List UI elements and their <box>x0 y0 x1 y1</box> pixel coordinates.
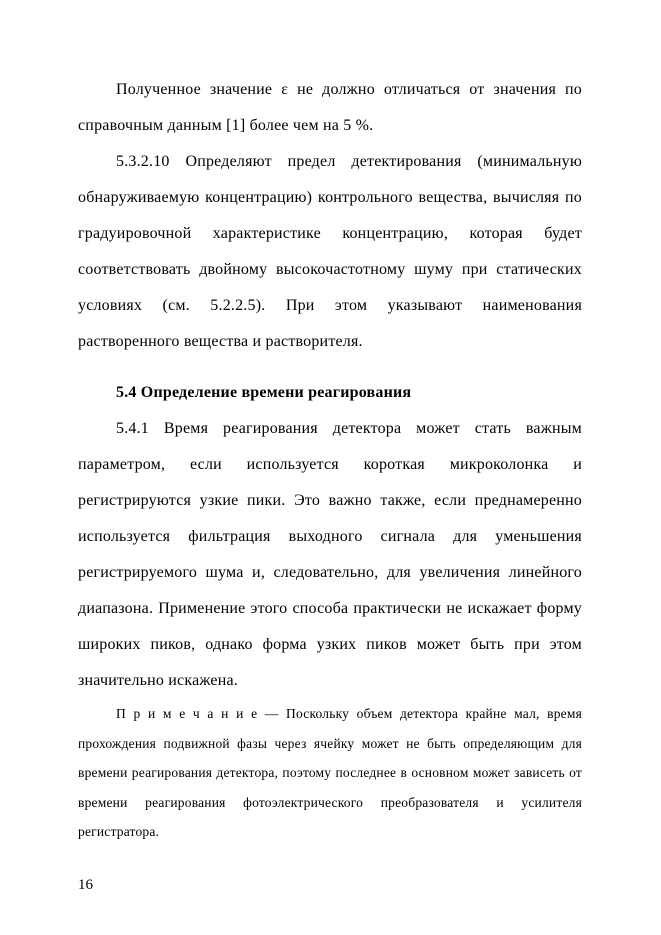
paragraph-5-4-1: 5.4.1 Время реагирования детектора может стать важным параметром, если используется короткая микроколонка и регистрируются узкие пики. Это важно также, если преднамеренно используется фильтрация выходного сигнала для уменьшения регистрируемого шума и, следовательно, для увеличения линейного диапазона. Применение этого способа практически не искажает форму широких пиков, однако форма узких пиков может быть при этом значительно искажена. <box>78 420 582 689</box>
paragraph-epsilon-value: Полученное значение ε не должно отличаться от значения по справочным данным [1] более чем на 5 %. <box>78 81 582 134</box>
section-heading-5-4: 5.4 Определение времени реагирования <box>116 384 412 401</box>
note-paragraph: П р и м е ч а н и е — Поскольку объем детектора крайне мал, время прохождения подвижной фазы через ячейку может не быть определяющим для времени реагирования детектора, поэтому последнее в основном может зависеть от времени реагирования фотоэлектрического преобразователя и усилителя регистратора. <box>78 706 582 839</box>
paragraph-5-3-2-10: 5.3.2.10 Определяют предел детектирования (минимальную обнаруживаемую концентрацию) контрольного вещества, вычисляя по градуировочной характеристике концентрацию, которая будет соответствовать двойному высокочастотному шуму при статических условиях (см. 5.2.2.5). При этом указывают наименования растворенного вещества и растворителя. <box>78 153 582 350</box>
page-number: 16 <box>78 877 93 893</box>
